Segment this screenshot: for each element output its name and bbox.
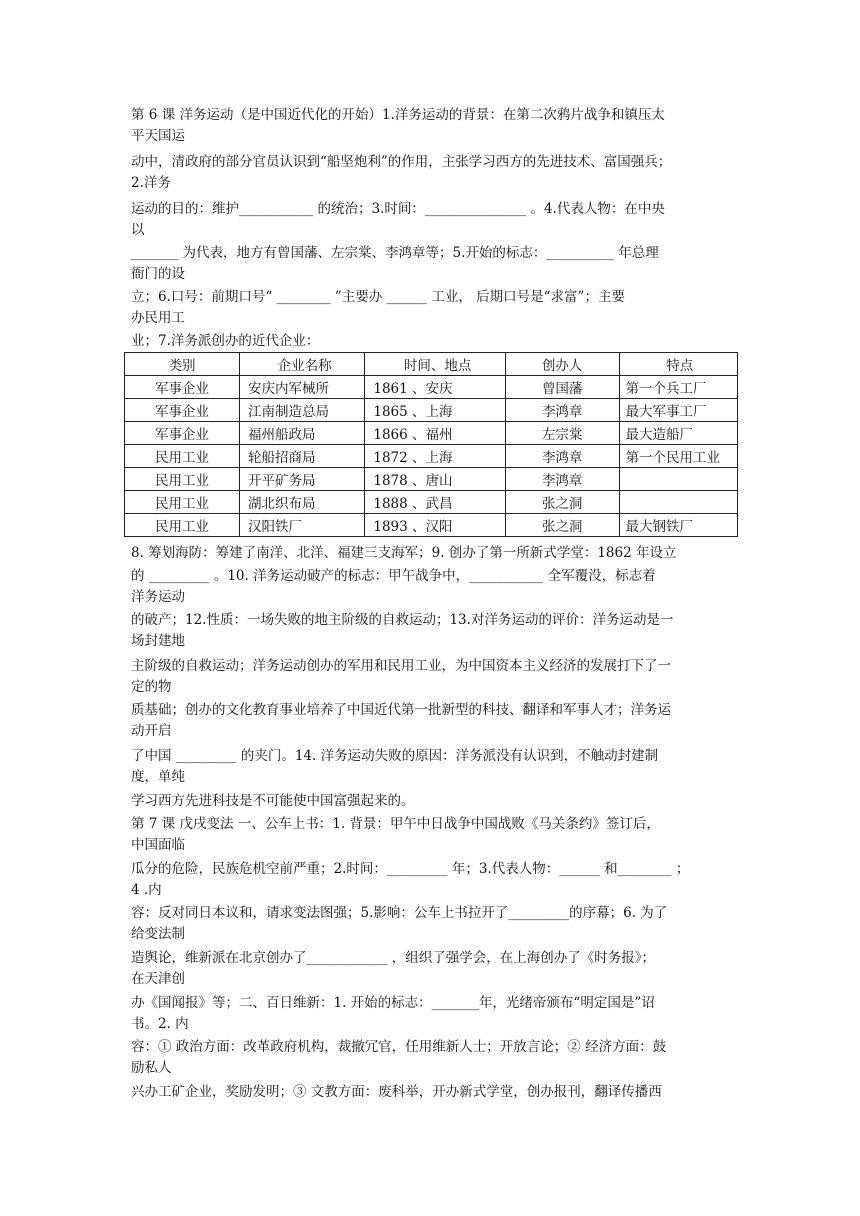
- header-feature: 特点: [619, 353, 737, 376]
- table-row: [125, 514, 738, 537]
- text-line: 的 _________ 。10. 洋务运动破产的标志：甲午战争中，___________ 全军覆没，标志着: [131, 568, 656, 584]
- cell-name: 开平矿务局: [239, 468, 364, 491]
- text-line: 以: [131, 222, 145, 238]
- cell-founder: 李鸿章: [505, 468, 619, 491]
- cell-founder: 曾国藩: [505, 376, 619, 399]
- cell-name: 轮船招商局: [239, 445, 364, 468]
- text-line: 办民用工: [131, 310, 185, 326]
- header-category: 类别: [125, 353, 240, 376]
- text-line: 在天津创: [131, 971, 185, 987]
- enterprise-table: [124, 352, 738, 537]
- cell-name: 汉阳铁厂: [239, 514, 364, 537]
- text-line: 了中国 _________ 的夹门。14. 洋务运动失败的原因：洋务派没有认识到，不触动封建制: [131, 748, 659, 764]
- cell-category: 民用工业: [125, 445, 240, 468]
- cell-category: 军事企业: [125, 399, 240, 422]
- text-line: _______ 为代表，地方有曾国藩、左宗棠、李鸿章等；5.开始的标志：__________ 年总理: [131, 245, 659, 261]
- cell-time-place: 1888 、武昌: [365, 491, 506, 514]
- text-line: 第 7 课 戊戌变法 一、公车上书：1. 背景：甲午中日战争中国战败《马关条约》签订后，: [131, 816, 660, 832]
- cell-feature: 第一个民用工业: [619, 445, 737, 468]
- text-line: 场封建地: [131, 633, 185, 649]
- text-line: 8. 筹划海防：筹建了南洋、北洋、福建三支海军；9. 创办了第一所新式学堂：1862 年设立: [131, 545, 677, 561]
- text-line: 业；7.洋务派创办的近代企业：: [131, 333, 320, 349]
- text-line: 励私人: [131, 1060, 172, 1076]
- cell-feature: [619, 491, 737, 514]
- table-row: [125, 422, 738, 445]
- cell-category: 民用工业: [125, 468, 240, 491]
- cell-category: 民用工业: [125, 514, 240, 537]
- cell-time-place: 1893 、汉阳: [365, 514, 506, 537]
- cell-feature: 最大军事工厂: [619, 399, 737, 422]
- header-founder: 创办人: [505, 353, 619, 376]
- text-line: 衙门的设: [131, 266, 185, 282]
- text-line: 的破产；12.性质：一场失败的地主阶级的自救运动；13.对洋务运动的评价：洋务运动是一: [131, 612, 674, 628]
- text-line: 度，单纯: [131, 769, 185, 785]
- cell-founder: 李鸿章: [505, 445, 619, 468]
- table-row: [125, 468, 738, 491]
- cell-feature: 最大钢铁厂: [619, 514, 737, 537]
- table-row: [125, 445, 738, 468]
- cell-feature: 最大造船厂: [619, 422, 737, 445]
- text-line: 4 .内: [131, 882, 162, 898]
- text-line: 平天国运: [131, 128, 185, 144]
- text-line: 立；6.口号：前期口号“ ________ ”主要办 ______ 工业， 后期口号是“求富”；主要: [131, 289, 625, 305]
- text-line: 给变法制: [131, 926, 185, 942]
- cell-feature: [619, 468, 737, 491]
- header-time-place: 时间、地点: [365, 353, 506, 376]
- text-line: 主阶级的自救运动；洋务运动创办的军用和民用工业，为中国资本主义经济的发展打下了一: [131, 658, 671, 674]
- cell-name: 安庆内军械所: [239, 376, 364, 399]
- text-line: 瓜分的危险，民族危机空前严重；2.时间：_________ 年；3.代表人物：______ 和________ ；: [131, 861, 690, 877]
- cell-founder: 张之洞: [505, 491, 619, 514]
- cell-founder: 李鸿章: [505, 399, 619, 422]
- cell-time-place: 1878 、唐山: [365, 468, 506, 491]
- text-line: 中国面临: [131, 837, 185, 853]
- header-name: 企业名称: [239, 353, 364, 376]
- text-line: 动开启: [131, 723, 172, 739]
- cell-time-place: 1872 、上海: [365, 445, 506, 468]
- text-line: 容：① 政治方面：改革政府机构，裁撤冗官，任用维新人士；开放言论；② 经济方面：鼓: [131, 1039, 667, 1055]
- text-line: 第 6 课 洋务运动（是中国近代化的开始）1.洋务运动的背景：在第二次鸦片战争和镇压太: [131, 107, 665, 123]
- table-header-row: [125, 353, 738, 376]
- cell-time-place: 1861 、安庆: [365, 376, 506, 399]
- text-line: 学习西方先进科技是不可能使中国富强起来的。: [131, 793, 415, 809]
- cell-name: 江南制造总局: [239, 399, 364, 422]
- cell-name: 福州船政局: [239, 422, 364, 445]
- text-line: 书。2. 内: [131, 1016, 189, 1032]
- cell-category: 民用工业: [125, 491, 240, 514]
- text-line: 造舆论，维新派在北京创办了____________ ，组织了强学会，在上海创办了《时务报》；: [131, 950, 656, 966]
- cell-time-place: 1865 、上海: [365, 399, 506, 422]
- cell-category: 军事企业: [125, 376, 240, 399]
- cell-founder: 张之洞: [505, 514, 619, 537]
- text-line: 定的物: [131, 679, 172, 695]
- table-row: [125, 491, 738, 514]
- cell-name: 湖北织布局: [239, 491, 364, 514]
- text-line: 洋务运动: [131, 589, 185, 605]
- cell-time-place: 1866 、福州: [365, 422, 506, 445]
- table-row: [125, 376, 738, 399]
- cell-feature: 第一个兵工厂: [619, 376, 737, 399]
- text-line: 容：反对同日本议和，请求变法图强；5.影响：公车上书拉开了_________的序幕；6. 为了: [131, 905, 668, 921]
- text-line: 兴办工矿企业，奖励发明；③ 文教方面：废科举，开办新式学堂，创办报刊，翻译传播西: [131, 1084, 662, 1100]
- table-row: [125, 399, 738, 422]
- text-line: 质基础；创办的文化教育事业培养了中国近代第一批新型的科技、翻译和军事人才；洋务运: [131, 702, 671, 718]
- cell-founder: 左宗棠: [505, 422, 619, 445]
- text-line: 2.洋务: [131, 175, 171, 191]
- text-line: 办《国闻报》等；二、百日维新：1. 开始的标志：_______年，光绪帝颁布“明定国是”诏: [131, 995, 655, 1011]
- cell-category: 军事企业: [125, 422, 240, 445]
- text-line: 运动的目的：维护___________ 的统治；3.时间：_______________ 。4.代表人物：在中央: [131, 201, 665, 217]
- text-line: 动中，清政府的部分官员认识到“船坚炮利”的作用，主张学习西方的先进技术、富国强兵；: [131, 154, 672, 170]
